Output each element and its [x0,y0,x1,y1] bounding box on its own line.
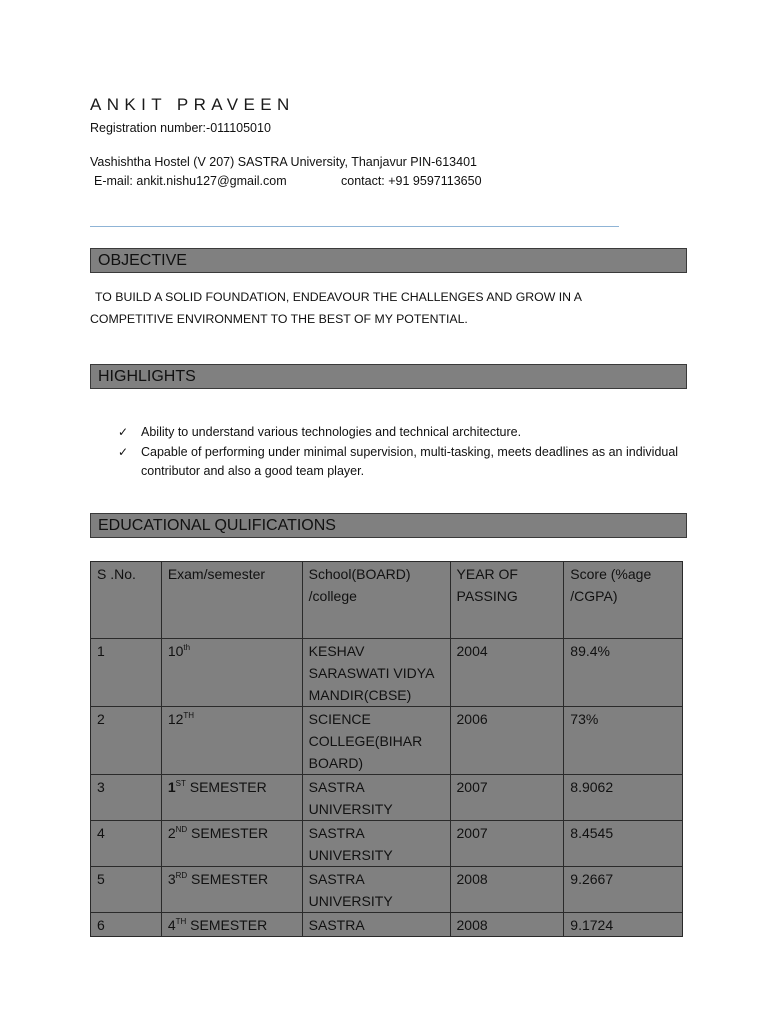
registration-number: Registration number:-011105010 [90,121,271,135]
highlight-text: Ability to understand various technologies and technical architecture. [141,425,522,439]
cell-year: 2006 [450,707,564,775]
checkmark-icon: ✓ [118,444,129,459]
objective-heading: OBJECTIVE [90,248,687,273]
cell-exam: 3RD SEMESTER [161,867,302,913]
table-row [91,707,683,775]
table-row [91,821,683,867]
column-header-sno: S .No. [91,562,162,639]
header-divider [90,226,619,227]
table-row [91,913,683,937]
cell-school: SCIENCE COLLEGE(BIHAR BOARD) [302,707,450,775]
cell-school: SASTRA UNIVERSITY [302,821,450,867]
cell-year: 2008 [450,867,564,913]
cell-score: 89.4% [564,639,683,707]
cell-score: 9.2667 [564,867,683,913]
education-heading: EDUCATIONAL QULIFICATIONS [90,513,687,538]
highlights-list [115,423,695,482]
cell-score: 9.1724 [564,913,683,937]
objective-text-line-1: TO BUILD A SOLID FOUNDATION, ENDEAVOUR THE CHALLENGES AND GROW IN A [95,290,582,304]
cell-sno: 5 [91,867,162,913]
education-table [90,561,683,937]
cell-score: 73% [564,707,683,775]
cell-year: 2008 [450,913,564,937]
cell-year: 2007 [450,775,564,821]
column-header-year: YEAR OF PASSING [450,562,564,639]
table-row [91,775,683,821]
column-header-exam: Exam/semester [161,562,302,639]
objective-text-line-2: COMPETITIVE ENVIRONMENT TO THE BEST OF MY POTENTIAL. [90,312,468,326]
cell-exam: 1ST SEMESTER [161,775,302,821]
list-item [115,443,695,482]
cell-year: 2007 [450,821,564,867]
cell-school: SASTRA UNIVERSITY [302,775,450,821]
candidate-name: ANKIT PRAVEEN [90,95,295,114]
contact-line: contact: +91 9597113650 [341,174,482,188]
cell-exam: 4TH SEMESTER [161,913,302,937]
cell-score: 8.4545 [564,821,683,867]
address-line: Vashishtha Hostel (V 207) SASTRA University, Thanjavur PIN-613401 [90,155,477,169]
highlights-heading: HIGHLIGHTS [90,364,687,389]
cell-year: 2004 [450,639,564,707]
email-line: E-mail: ankit.nishu127@gmail.com [94,174,287,188]
cell-school: SASTRA [302,913,450,937]
cell-sno: 3 [91,775,162,821]
list-item [115,423,695,443]
cell-exam: 10th [161,639,302,707]
cell-score: 8.9062 [564,775,683,821]
checkmark-icon: ✓ [118,425,129,439]
cell-sno: 4 [91,821,162,867]
table-row [91,867,683,913]
cell-sno: 2 [91,707,162,775]
table-row [91,639,683,707]
cell-exam: 2ND SEMESTER [161,821,302,867]
column-header-school: School(BOARD) /college [302,562,450,639]
table-header-row [91,562,683,639]
column-header-score: Score (%age /CGPA) [564,562,683,639]
cell-exam: 12TH [161,707,302,775]
cell-school: KESHAV SARASWATI VIDYA MANDIR(CBSE) [302,639,450,707]
cell-school: SASTRA UNIVERSITY [302,867,450,913]
cell-sno: 6 [91,913,162,937]
cell-sno: 1 [91,639,162,707]
highlight-text: Capable of performing under minimal supervision, multi-tasking, meets deadlines as an individual contributor and also a good team player. [141,444,679,478]
